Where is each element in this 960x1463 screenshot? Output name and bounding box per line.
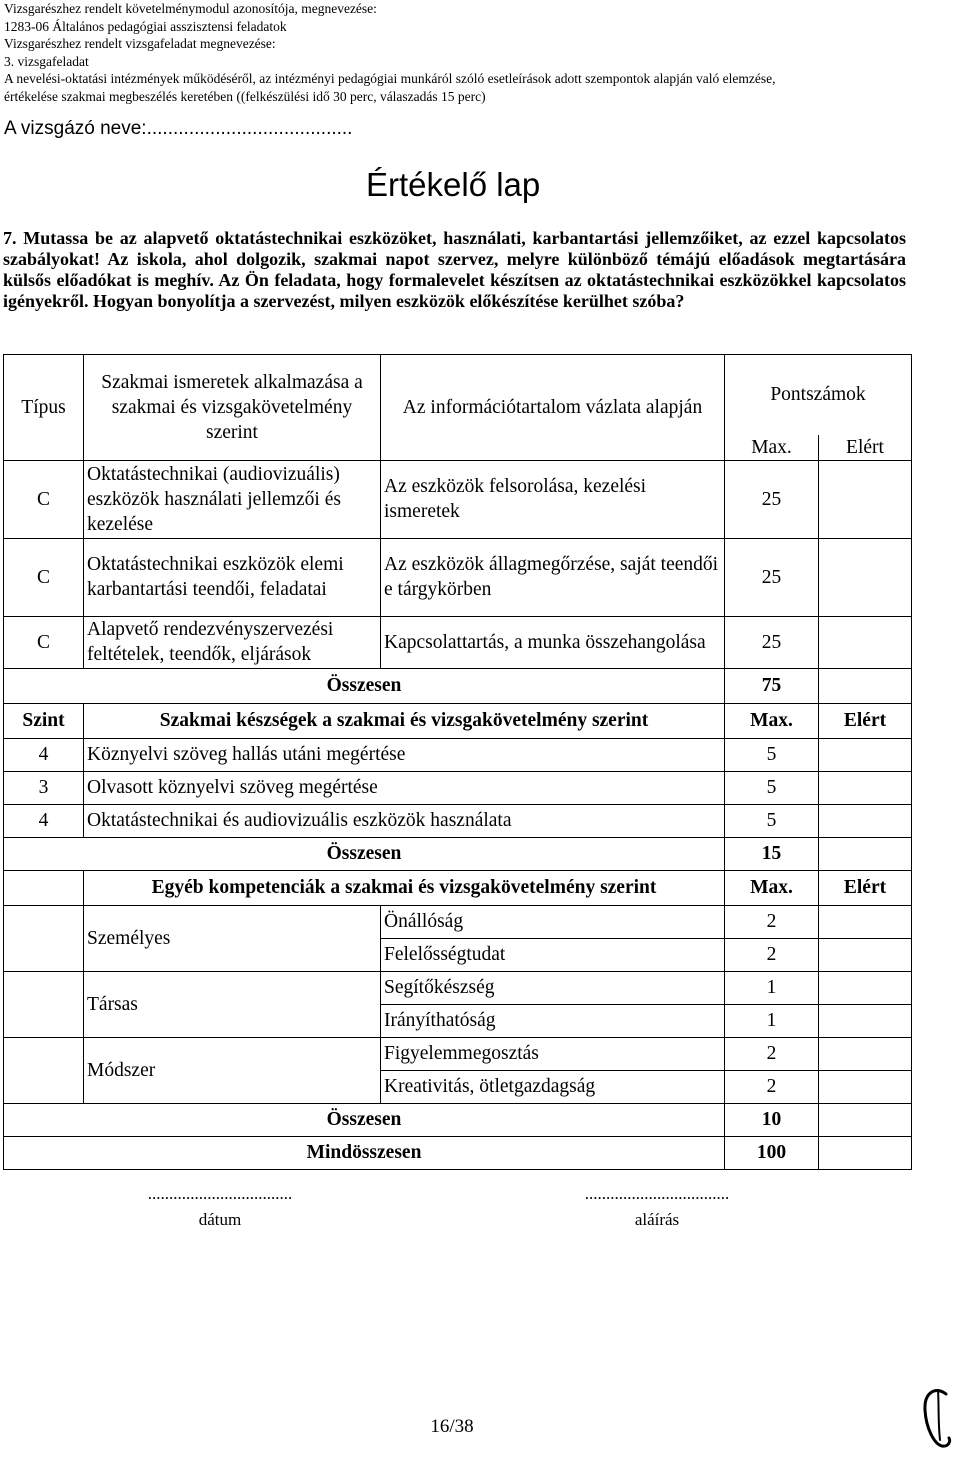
max-cell: 2	[725, 1037, 819, 1070]
total-achieved-cell[interactable]	[819, 668, 912, 703]
total-label: Összesen	[4, 668, 725, 703]
achieved-cell[interactable]	[819, 1070, 912, 1103]
achieved-cell[interactable]	[819, 616, 912, 668]
empty-cell	[4, 870, 84, 905]
task-description: 7. Mutassa be az alapvető oktatástechnikai eszközöket, használati, karbantartási jellemzőiket, az ezzel kapcsolatos szabályokat! Az iskola, ahol dolgozik, szakmai napot szervez, melyre különböző témájú előadások megtartására külsős előadókat is meghív. Az Ön feladata, hogy formalevelet készítsen az oktatástechnikai eszközökkel kapcsolatos igényekről. Hogyan bonyolítja a szervezést, milyen eszközök előkészítése kerülhet szóba?	[3, 228, 906, 311]
table-row	[4, 616, 912, 668]
col-type-header: Típus	[4, 355, 84, 461]
level-cell: 4	[4, 738, 84, 771]
max-cell: 1	[725, 971, 819, 1004]
max-cell: 25	[725, 616, 819, 668]
table-row	[4, 905, 912, 938]
achieved-cell[interactable]	[819, 1004, 912, 1037]
col-knowledge-header: Szakmai ismeretek alkalmazása a szakmai és vizsgakövetelmény szerint	[84, 355, 381, 461]
total-achieved-cell[interactable]	[819, 837, 912, 870]
achieved-cell[interactable]	[819, 938, 912, 971]
competencies-header-row	[4, 870, 912, 905]
table-row	[4, 738, 912, 771]
achieved-cell[interactable]	[819, 738, 912, 771]
total-label: Összesen	[4, 837, 725, 870]
signature-label: aláírás	[634, 1210, 680, 1229]
table-row	[4, 538, 912, 616]
achieved-cell[interactable]	[819, 1037, 912, 1070]
date-field	[88, 1184, 352, 1230]
col-achieved-header: Elért	[819, 435, 912, 461]
col-info-header: Az információtartalom vázlata alapján	[381, 355, 725, 461]
knowledge-header-row	[4, 355, 912, 435]
info-cell: Kapcsolattartás, a munka összehangolása	[381, 616, 725, 668]
header-line: Vizsgarészhez rendelt vizsgafeladat megnevezése:	[4, 36, 276, 52]
level-cell: 4	[4, 804, 84, 837]
col-max-header: Max.	[725, 435, 819, 461]
max-cell: 5	[725, 771, 819, 804]
competency-group-name: Személyes	[84, 905, 381, 971]
max-cell: 2	[725, 905, 819, 938]
level-cell: 3	[4, 771, 84, 804]
col-points-header: Pontszámok	[725, 355, 912, 435]
achieved-cell[interactable]	[819, 804, 912, 837]
max-cell: 2	[725, 938, 819, 971]
col-achieved-header: Elért	[819, 870, 912, 905]
col-max-header: Max.	[725, 703, 819, 738]
competency-item: Kreativitás, ötletgazdagság	[381, 1070, 725, 1103]
info-cell: Az eszközök állagmegőrzése, saját teendői e tárgykörben	[381, 538, 725, 616]
header-line: Vizsgarészhez rendelt követelménymodul azonosítója, megnevezése:	[4, 1, 377, 16]
achieved-cell[interactable]	[819, 971, 912, 1004]
signature-dots[interactable]: ..................................	[584, 1184, 730, 1203]
skills-header-row	[4, 703, 912, 738]
max-cell: 5	[725, 804, 819, 837]
empty-cell	[4, 1037, 84, 1103]
total-max: 10	[725, 1103, 819, 1136]
grand-total-label: Mindösszesen	[4, 1136, 725, 1169]
table-row	[4, 1037, 912, 1070]
max-cell: 2	[725, 1070, 819, 1103]
type-cell: C	[4, 538, 84, 616]
knowledge-cell: Oktatástechnikai (audiovizuális) eszközök használati jellemzői és kezelése	[84, 460, 381, 538]
date-dots[interactable]: ..................................	[147, 1184, 293, 1203]
header-line: 1283-06 Általános pedagógiai asszisztensi feladatok	[4, 18, 287, 34]
competencies-heading: Egyéb kompetenciák a szakmai és vizsgakövetelmény szerint	[84, 870, 725, 905]
evaluation-table	[3, 354, 912, 1170]
table-row	[4, 771, 912, 804]
achieved-cell[interactable]	[819, 905, 912, 938]
header-line: értékelése szakmai megbeszélés keretében ((felkészülési idő 30 perc, válaszadás 15 perc)	[4, 88, 486, 104]
competency-item: Figyelemmegosztás	[381, 1037, 725, 1070]
grand-total-max: 100	[725, 1136, 819, 1169]
competency-group-name: Társas	[84, 971, 381, 1037]
table-row	[4, 460, 912, 538]
empty-cell	[4, 971, 84, 1037]
col-achieved-header: Elért	[819, 703, 912, 738]
col-level-header: Szint	[4, 703, 84, 738]
page-title: Értékelő lap	[366, 166, 541, 203]
total-max: 75	[725, 668, 819, 703]
type-cell: C	[4, 460, 84, 538]
type-cell: C	[4, 616, 84, 668]
skill-cell: Olvasott köznyelvi szöveg megértése	[84, 771, 725, 804]
signature-field	[525, 1184, 789, 1230]
competency-item: Segítőkészség	[381, 971, 725, 1004]
grand-total-row	[4, 1136, 912, 1169]
page-number: 16/38	[430, 1416, 474, 1437]
skill-cell: Köznyelvi szöveg hallás utáni megértése	[84, 738, 725, 771]
skill-cell: Oktatástechnikai és audiovizuális eszközök használata	[84, 804, 725, 837]
total-max: 15	[725, 837, 819, 870]
header-line: 3. vizsgafeladat	[4, 53, 89, 69]
handwritten-initial-icon	[918, 1384, 954, 1454]
skills-total-row	[4, 837, 912, 870]
competency-item: Felelősségtudat	[381, 938, 725, 971]
knowledge-cell: Alapvető rendezvényszervezési feltételek, teendők, eljárások	[84, 616, 381, 668]
achieved-cell[interactable]	[819, 771, 912, 804]
info-cell: Az eszközök felsorolása, kezelési ismeretek	[381, 460, 725, 538]
competency-item: Irányíthatóság	[381, 1004, 725, 1037]
competency-group-name: Módszer	[84, 1037, 381, 1103]
achieved-cell[interactable]	[819, 538, 912, 616]
total-achieved-cell[interactable]	[819, 1103, 912, 1136]
header-line: A nevelési-oktatási intézmények működéséről, az intézményi pedagógiai munkáról szóló esetleírások adott szempontok alapján való elemzése,	[4, 71, 776, 87]
max-cell: 1	[725, 1004, 819, 1037]
grand-total-achieved-cell[interactable]	[819, 1136, 912, 1169]
max-cell: 25	[725, 538, 819, 616]
page-header	[4, 0, 954, 106]
max-cell: 5	[725, 738, 819, 771]
competencies-total-row	[4, 1103, 912, 1136]
competency-item: Önállóság	[381, 905, 725, 938]
total-label: Összesen	[4, 1103, 725, 1136]
examinee-name-label: A vizsgázó neve:.......................................	[4, 118, 353, 139]
table-row	[4, 971, 912, 1004]
knowledge-total-row	[4, 668, 912, 703]
achieved-cell[interactable]	[819, 460, 912, 538]
col-skill-header: Szakmai készségek a szakmai és vizsgakövetelmény szerint	[84, 703, 725, 738]
col-max-header: Max.	[725, 870, 819, 905]
date-label: dátum	[198, 1210, 242, 1229]
empty-cell	[4, 905, 84, 971]
table-row	[4, 804, 912, 837]
knowledge-cell: Oktatástechnikai eszközök elemi karbantartási teendői, feladatai	[84, 538, 381, 616]
max-cell: 25	[725, 460, 819, 538]
